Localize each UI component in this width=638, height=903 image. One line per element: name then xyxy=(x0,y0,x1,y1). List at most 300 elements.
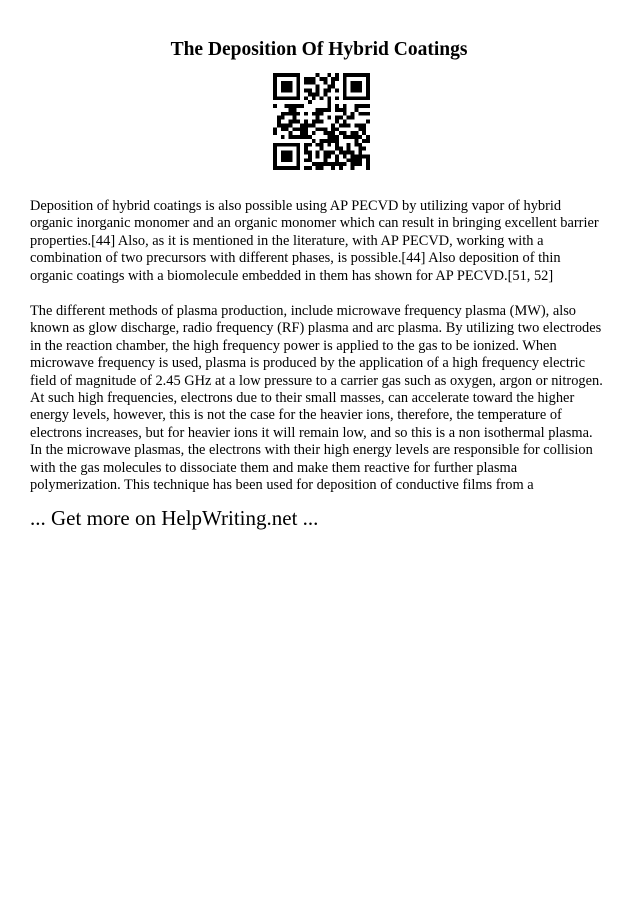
qr-module xyxy=(366,96,370,100)
paragraph-line: properties.[44] Also, as it is mentioned in the literature, with AP PECVD, working with a xyxy=(30,232,544,249)
qr-module xyxy=(300,131,304,135)
qr-module xyxy=(281,96,285,100)
qr-module xyxy=(308,166,312,170)
qr-module xyxy=(273,81,277,85)
qr-module xyxy=(339,147,343,151)
qr-module xyxy=(327,116,331,120)
qr-module xyxy=(347,123,351,127)
qr-module xyxy=(335,108,339,112)
paragraph-line: with the gas molecules to dissociate them and make them reactive for further plasma xyxy=(30,459,518,476)
paragraph-line: known as glow discharge, radio frequency (RF) plasma and arc plasma. By utilizing two electrodes xyxy=(30,320,602,337)
qr-module xyxy=(308,135,312,139)
qr-module xyxy=(331,131,335,135)
qr-module xyxy=(358,89,362,93)
qr-module xyxy=(292,104,296,108)
qr-module xyxy=(304,151,308,155)
qr-module xyxy=(320,120,324,124)
qr-module xyxy=(285,143,289,147)
qr-module xyxy=(292,166,296,170)
qr-module xyxy=(296,127,300,131)
qr-module xyxy=(366,92,370,96)
qr-module xyxy=(320,162,324,166)
qr-module xyxy=(320,96,324,100)
qr-module xyxy=(331,166,335,170)
qr-module xyxy=(366,77,370,81)
qr-module xyxy=(335,77,339,81)
qr-module xyxy=(347,135,351,139)
qr-module xyxy=(277,120,281,124)
get-more-link[interactable]: ... Get more on HelpWriting.net ... xyxy=(30,506,319,530)
qr-module xyxy=(351,151,355,155)
qr-module xyxy=(343,154,347,158)
qr-module xyxy=(320,77,324,81)
qr-module xyxy=(358,104,362,108)
qr-module xyxy=(351,131,355,135)
qr-module xyxy=(366,104,370,108)
qr-module xyxy=(285,151,289,155)
qr-module xyxy=(347,143,351,147)
qr-module xyxy=(277,96,281,100)
qr-module xyxy=(339,108,343,112)
qr-module xyxy=(304,127,308,131)
qr-module xyxy=(343,120,347,124)
qr-module xyxy=(281,85,285,89)
qr-module xyxy=(347,116,351,120)
qr-module xyxy=(362,127,366,131)
qr-module xyxy=(308,151,312,155)
qr-module xyxy=(281,135,285,139)
qr-module xyxy=(296,77,300,81)
qr-module xyxy=(358,96,362,100)
qr-module xyxy=(316,120,320,124)
qr-module xyxy=(362,139,366,143)
qr-module xyxy=(281,166,285,170)
qr-module xyxy=(354,143,358,147)
qr-module xyxy=(343,73,347,77)
qr-module xyxy=(327,154,331,158)
qr-module xyxy=(316,127,320,131)
qr-module xyxy=(289,112,293,116)
qr-module xyxy=(296,151,300,155)
qr-module xyxy=(296,92,300,96)
qr-module xyxy=(343,89,347,93)
qr-module xyxy=(358,147,362,151)
qr-module xyxy=(358,158,362,162)
qr-module xyxy=(273,92,277,96)
qr-module xyxy=(304,112,308,116)
qr-module xyxy=(292,143,296,147)
qr-module xyxy=(354,131,358,135)
qr-module xyxy=(354,85,358,89)
qr-module xyxy=(277,123,281,127)
qr-module xyxy=(292,73,296,77)
qr-module xyxy=(347,96,351,100)
paragraph-line: organic inorganic monomer and an organic monomer which can result in bringing excellent barrier xyxy=(30,215,599,232)
qr-module xyxy=(292,116,296,120)
qr-module xyxy=(343,135,347,139)
qr-module xyxy=(273,166,277,170)
qr-module xyxy=(273,162,277,166)
qr-module xyxy=(354,96,358,100)
qr-module xyxy=(358,73,362,77)
qr-module xyxy=(327,135,331,139)
qr-module xyxy=(281,158,285,162)
qr-module xyxy=(273,151,277,155)
qr-module xyxy=(354,89,358,93)
qr-module xyxy=(312,112,316,116)
qr-module xyxy=(343,81,347,85)
qr-module xyxy=(296,154,300,158)
qr-module xyxy=(339,123,343,127)
qr-module xyxy=(296,147,300,151)
qr-module xyxy=(366,166,370,170)
qr-module xyxy=(323,127,327,131)
qr-module xyxy=(335,162,339,166)
qr-module xyxy=(339,131,343,135)
qr-module xyxy=(289,131,293,135)
qr-module xyxy=(335,139,339,143)
qr-module xyxy=(331,135,335,139)
qr-module xyxy=(354,104,358,108)
qr-module xyxy=(316,151,320,155)
qr-module xyxy=(289,108,293,112)
qr-module xyxy=(308,100,312,104)
qr-module xyxy=(343,96,347,100)
qr-module xyxy=(289,158,293,162)
qr-module xyxy=(273,127,277,131)
qr-module xyxy=(308,81,312,85)
paragraph-line: In the microwave plasmas, the electrons with their high energy levels are responsible for collision xyxy=(30,442,593,459)
qr-module xyxy=(335,143,339,147)
qr-module xyxy=(323,89,327,93)
qr-module xyxy=(351,135,355,139)
qr-module xyxy=(343,162,347,166)
qr-module xyxy=(366,135,370,139)
qr-module xyxy=(312,123,316,127)
qr-module xyxy=(312,131,316,135)
qr-module xyxy=(281,127,285,131)
qr-module xyxy=(331,123,335,127)
qr-module xyxy=(277,116,281,120)
qr-module xyxy=(323,158,327,162)
qr-module xyxy=(323,108,327,112)
qr-module xyxy=(331,151,335,155)
qr-module xyxy=(354,73,358,77)
qr-module xyxy=(351,166,355,170)
paragraph-line: The different methods of plasma production, include microwave frequency plasma (MW), also xyxy=(30,303,577,319)
qr-module xyxy=(358,85,362,89)
qr-module xyxy=(316,154,320,158)
qr-module xyxy=(285,166,289,170)
qr-module xyxy=(292,120,296,124)
qr-module xyxy=(366,85,370,89)
qr-module xyxy=(316,143,320,147)
qr-module xyxy=(304,135,308,139)
qr-module xyxy=(273,158,277,162)
qr-module xyxy=(304,77,308,81)
qr-module xyxy=(312,92,316,96)
qr-module xyxy=(281,154,285,158)
qr-module xyxy=(347,151,351,155)
qr-module xyxy=(316,92,320,96)
qr-module xyxy=(358,127,362,131)
qr-module xyxy=(335,135,339,139)
qr-module xyxy=(285,89,289,93)
qr-module xyxy=(335,154,339,158)
qr-module xyxy=(320,143,324,147)
qr-module xyxy=(292,96,296,100)
qr-module xyxy=(366,139,370,143)
qr-module xyxy=(289,154,293,158)
qr-module xyxy=(354,123,358,127)
qr-module xyxy=(296,89,300,93)
qr-module xyxy=(358,162,362,166)
qr-module xyxy=(335,116,339,120)
qr-module xyxy=(351,158,355,162)
qr-module xyxy=(300,123,304,127)
qr-module xyxy=(351,89,355,93)
qr-module xyxy=(366,112,370,116)
qr-module xyxy=(320,108,324,112)
qr-module xyxy=(289,123,293,127)
qr-module xyxy=(277,73,281,77)
qr-module xyxy=(300,135,304,139)
qr-module xyxy=(327,143,331,147)
paragraph-line: organic coatings with a biomolecule embedded in them has shown for AP PECVD.[51, 52] xyxy=(30,267,554,284)
qr-module xyxy=(327,131,331,135)
paragraph-line: in the reaction chamber, the high frequency power is applied to the gas to be ionized. When xyxy=(30,337,557,354)
qr-module xyxy=(323,139,327,143)
qr-module xyxy=(366,81,370,85)
qr-module xyxy=(323,151,327,155)
qr-module xyxy=(296,158,300,162)
qr-module xyxy=(289,166,293,170)
qr-module xyxy=(351,81,355,85)
qr-module xyxy=(320,139,324,143)
qr-module xyxy=(323,92,327,96)
qr-module xyxy=(273,143,277,147)
qr-module xyxy=(335,73,339,77)
qr-module xyxy=(285,112,289,116)
qr-module xyxy=(339,166,343,170)
qr-module xyxy=(289,85,293,89)
qr-module xyxy=(358,112,362,116)
qr-module xyxy=(343,108,347,112)
qr-module xyxy=(351,162,355,166)
qr-module xyxy=(362,131,366,135)
qr-module xyxy=(354,154,358,158)
qr-module xyxy=(331,85,335,89)
qr-module xyxy=(300,127,304,131)
qr-module xyxy=(308,143,312,147)
qr-module xyxy=(296,162,300,166)
document-title: The Deposition Of Hybrid Coatings xyxy=(170,39,468,60)
qr-module xyxy=(335,127,339,131)
qr-code-graphic xyxy=(273,73,370,170)
qr-module xyxy=(289,135,293,139)
qr-module xyxy=(323,77,327,81)
qr-module xyxy=(285,123,289,127)
qr-module xyxy=(331,81,335,85)
qr-module xyxy=(289,143,293,147)
qr-module xyxy=(316,166,320,170)
qr-module xyxy=(285,81,289,85)
qr-module xyxy=(273,104,277,108)
qr-module xyxy=(285,127,289,131)
qr-module xyxy=(289,104,293,108)
qr-module xyxy=(296,73,300,77)
qr-module xyxy=(316,162,320,166)
qr-module xyxy=(320,112,324,116)
qr-module xyxy=(308,154,312,158)
qr-module xyxy=(343,112,347,116)
qr-module xyxy=(312,139,316,143)
qr-module xyxy=(277,166,281,170)
qr-module xyxy=(343,77,347,81)
qr-module xyxy=(354,81,358,85)
qr-module xyxy=(312,81,316,85)
qr-module xyxy=(354,135,358,139)
qr-module xyxy=(339,116,343,120)
qr-module xyxy=(327,96,331,100)
qr-module xyxy=(362,96,366,100)
qr-module xyxy=(335,89,339,93)
qr-module xyxy=(339,162,343,166)
qr-module xyxy=(343,85,347,89)
qr-module xyxy=(281,123,285,127)
qr-module xyxy=(354,158,358,162)
qr-module xyxy=(273,85,277,89)
qr-module xyxy=(285,158,289,162)
qr-module xyxy=(320,166,324,170)
qr-module xyxy=(343,92,347,96)
qr-module xyxy=(351,85,355,89)
qr-module xyxy=(304,131,308,135)
qr-module xyxy=(327,139,331,143)
qr-module xyxy=(331,139,335,143)
qr-module xyxy=(362,154,366,158)
paragraph-line: At such high frequencies, electrons due to their small masses, can accelerate toward the higher xyxy=(30,390,575,407)
qr-module xyxy=(347,147,351,151)
qr-module xyxy=(273,77,277,81)
qr-module xyxy=(289,89,293,93)
qr-module xyxy=(354,108,358,112)
qr-module xyxy=(304,158,308,162)
qr-module xyxy=(308,77,312,81)
paragraph-line: combination of two precursors with different phases, is possible.[44] Also deposition of thin xyxy=(30,250,561,267)
qr-module xyxy=(331,77,335,81)
qr-module xyxy=(281,81,285,85)
qr-module xyxy=(292,135,296,139)
qr-module xyxy=(358,135,362,139)
qr-module xyxy=(304,123,308,127)
qr-module xyxy=(358,81,362,85)
qr-module xyxy=(273,154,277,158)
qr-module xyxy=(335,120,339,124)
qr-module xyxy=(351,96,355,100)
paragraph-line: polymerization. This technique has been used for deposition of conductive films from a xyxy=(30,477,534,494)
qr-module xyxy=(316,89,320,93)
qr-module xyxy=(316,73,320,77)
qr-module xyxy=(285,85,289,89)
qr-module xyxy=(362,123,366,127)
qr-module xyxy=(312,120,316,124)
qr-module xyxy=(304,166,308,170)
qr-module xyxy=(351,154,355,158)
qr-module xyxy=(327,100,331,104)
qr-module xyxy=(354,139,358,143)
qr-module xyxy=(308,123,312,127)
qr-module xyxy=(339,151,343,155)
qr-module xyxy=(304,89,308,93)
qr-module xyxy=(351,112,355,116)
qr-module xyxy=(296,104,300,108)
qr-module xyxy=(366,158,370,162)
qr-module xyxy=(281,116,285,120)
qr-module xyxy=(304,120,308,124)
qr-module xyxy=(335,104,339,108)
qr-module xyxy=(316,108,320,112)
qr-module xyxy=(347,158,351,162)
paragraph-line: microwave frequency is used, plasma is produced by the application of a high frequency electric xyxy=(30,355,586,372)
qr-module xyxy=(323,81,327,85)
qr-module xyxy=(327,104,331,108)
paragraph-line: field of magnitude of 2.45 GHz at a low pressure to a carrier gas such as oxygen, argon or nitrogen. xyxy=(30,372,603,389)
qr-module xyxy=(366,162,370,166)
qr-module xyxy=(308,92,312,96)
qr-module xyxy=(323,162,327,166)
paragraph-line: electrons increases, but for heavier ions it will remain low, and so this is a non isothermal plasma. xyxy=(30,424,593,441)
qr-module xyxy=(289,73,293,77)
qr-module xyxy=(327,73,331,77)
qr-module xyxy=(296,166,300,170)
qr-module xyxy=(316,85,320,89)
qr-module xyxy=(273,147,277,151)
qr-module xyxy=(366,120,370,124)
qr-module xyxy=(304,143,308,147)
qr-module xyxy=(296,96,300,100)
qr-module xyxy=(292,127,296,131)
qr-module xyxy=(362,112,366,116)
qr-module xyxy=(366,154,370,158)
qr-module xyxy=(281,151,285,155)
qr-module xyxy=(296,143,300,147)
qr-module xyxy=(296,135,300,139)
qr-module xyxy=(323,131,327,135)
qr-module xyxy=(362,104,366,108)
qr-module xyxy=(308,158,312,162)
qr-module xyxy=(347,73,351,77)
qr-module xyxy=(320,147,324,151)
qr-module xyxy=(273,73,277,77)
qr-module xyxy=(304,81,308,85)
qr-module xyxy=(351,116,355,120)
qr-module xyxy=(331,127,335,131)
qr-code-icon[interactable] xyxy=(273,73,370,170)
qr-module xyxy=(281,143,285,147)
qr-module xyxy=(312,162,316,166)
qr-module xyxy=(281,89,285,93)
qr-module xyxy=(343,151,347,155)
qr-module xyxy=(273,96,277,100)
qr-module xyxy=(316,116,320,120)
qr-module xyxy=(296,112,300,116)
qr-module xyxy=(289,96,293,100)
qr-module xyxy=(366,89,370,93)
paragraph-2 xyxy=(30,303,612,494)
qr-module xyxy=(320,127,324,131)
qr-module xyxy=(343,131,347,135)
